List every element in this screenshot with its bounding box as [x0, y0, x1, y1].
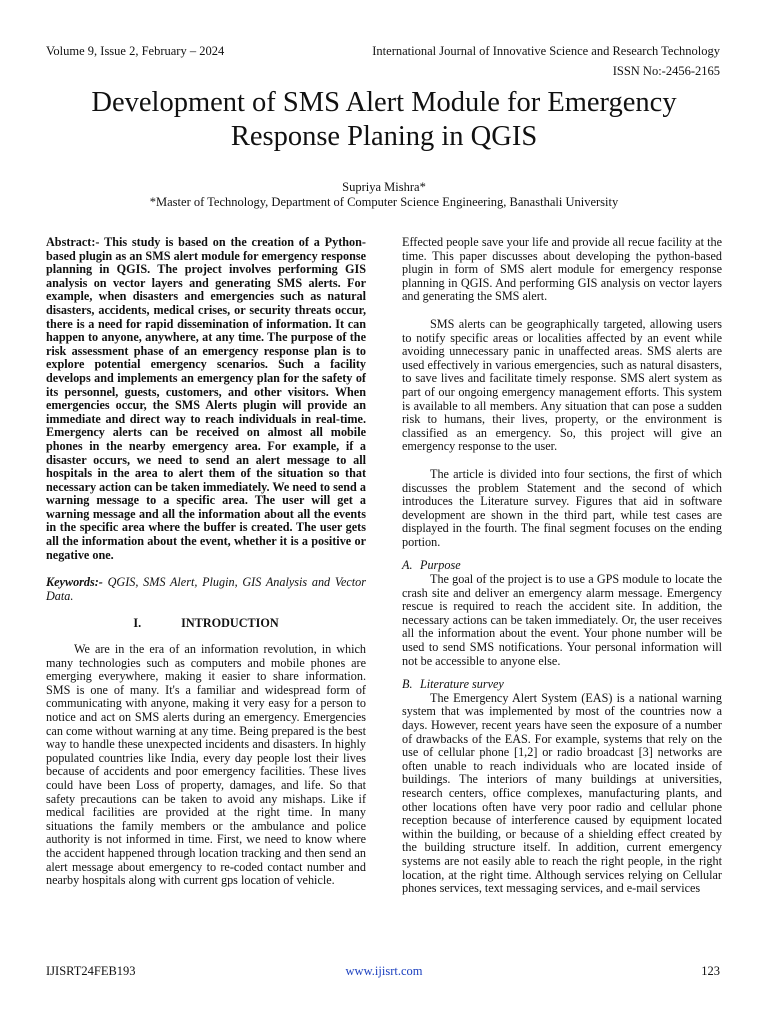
author-affiliation: *Master of Technology, Department of Computer Science Engineering, Banasthali University: [149, 195, 619, 209]
section-number: I.: [133, 616, 142, 631]
purpose-paragraph: The goal of the project is to use a GPS module to locate the crash site and deliver an emergency alarm message. Emergency rescue is required to reach the accident site. In addition, the necessary actions can be taken immediately. Or, the user receives all the information about the event. Your phone number will be used to send SMS notifications. Your personal information will not be accessible to anyone else.: [402, 572, 722, 668]
paper-title: Development of SMS Alert Module for Emergency Response Planing in QGIS: [91, 87, 677, 152]
keywords-label: Keywords:-: [46, 575, 103, 590]
paper-code: IJISRT24FEB193: [46, 964, 136, 978]
right-column: [402, 236, 722, 896]
paragraph: SMS alerts can be geographically targeted, allowing users to notify specific areas or localities affected by an event while avoiding unnecessary panic in unaffected areas. SMS alerts are used effectively in various emergencies, such as natural disasters, to save lives and facilitate timely response. SMS alert system as part of our ongoing emergency management efforts. This system is available to all members. Any situation that can pose a sudden risk to humans, their lives, property, or the environment is classified as an emergency. So, this project will give an emergency response to the user.: [402, 316, 722, 454]
footer-website: [0, 964, 768, 979]
literature-paragraph: The Emergency Alert System (EAS) is a national warning system that was implemented by most of the countries now a days. However, recent years have seen the exposure of a number of drawbacks of the EAS. For example, systems that rely on the use of cellular phone [1,2] or radio broadcast [3] networks are often unable to reach individuals who are located inside of buildings. The interiors of many buildings at universities, research centers, office complexes, manufacturing plants, and other locations often have very poor radio and cellular phone reception because of interference caused by equipment located within the building, or because of a shielding effect created by the building structure itself. In addition, current emergency systems are not easily able to reach the right people, in the right location, at the right time. Although services relying on Cellular phones services, text messaging services, and e-mail services: [402, 690, 722, 896]
author-name: Supriya Mishra*: [342, 180, 426, 194]
paragraph: Effected people save your life and provide all recue facility at the time. This paper discusses about developing the python-based plugin in form of SMS alert module for emergency response planning in QGIS. And performing GIS analysis on vector layers and generating the SMS alert.: [402, 235, 722, 304]
subsection-heading-purpose: [402, 559, 722, 573]
section-heading-introduction: [46, 617, 366, 631]
keywords: [46, 576, 366, 603]
subsection-title: Purpose: [420, 558, 461, 573]
subsection-label: A.: [402, 558, 413, 573]
abstract: Abstract:- This study is based on the creation of a Python-based plugin as an SMS alert module for emergency response planning in QGIS. The project involves performing GIS analysis on vector layers and generating SMS alerts. For example, when disasters and emergencies such as natural disasters, accidents, medical crises, or security threats occur, there is a need for rapid dissemination of information. It can happen to anyone, anywhere, at any time. The purpose of the risk assessment phase of an emergency response plan is to explore potential emergency scenarios. Such a facility develops and implements an emergency plan for the safety of its personnel, guests, customers, and other visitors. When emergencies occur, the SMS Alerts plugin will provide an immediate and direct way to reach individuals in real-time. Emergency alerts can be received on almost all mobile phones in the nearby emergency area. For example, if a disaster occurs, we need to send an alert message to all hospitals in the area to alert them of the situation so that necessary action can be taken immediately. We need to send a warning message to a specific area. The user will get a warning message and all the information about all the events in the specific area where the buffer is created. The user gets all the information about the event, whether it is a positive or negative one.: [46, 235, 366, 562]
volume-issue: Volume 9, Issue 2, February – 2024: [46, 44, 225, 58]
subsection-title: Literature survey: [420, 677, 504, 692]
subsection-label: B.: [402, 677, 413, 692]
left-column: [46, 236, 366, 888]
issn: ISSN No:-2456-2165: [612, 64, 720, 78]
website-link[interactable]: www.ijisrt.com: [345, 964, 423, 978]
subsection-heading-literature: [402, 678, 722, 692]
page-number: 123: [701, 964, 720, 978]
introduction-paragraph: We are in the era of an information revolution, in which many technologies such as computers and mobile phones are emerging everywhere, making it easier to share information. SMS is one of many. It's a familiar and widespread form of communicating with anyone, making it very easy for a person to notice and act on SMS alerts during an emergency. Emergencies can come without warning at any time. Being prepared is the best way to handle these unexpected incidents and disasters. In highly populated countries like India, every day people lost their lives because of accidents and poor emergency facilities. These lives could have been Loss of property, damages, and life. So that safety precautions can be taken to avoid any mishaps. Like if medical facilities are provided at the right time. In many situations the family members or the ambulance and police authority is not informed in time. First, we need to know where the accident happened through location tracking and then send an alert message about emergency to re-coded contact number and nearby hospitals along with current gps location of vehicle.: [46, 642, 366, 888]
paragraph: The article is divided into four sections, the first of which discusses the problem Statement and the second of which introduces the Literature survey. Figures that aid in software development are shown in the third part, while test cases are displayed in the fourth. The final segment focuses on the ending portion.: [402, 466, 722, 549]
journal-name: International Journal of Innovative Science and Research Technology: [372, 44, 720, 58]
section-title: INTRODUCTION: [181, 616, 279, 631]
keywords-text: QGIS, SMS Alert, Plugin, GIS Analysis and Vector Data.: [46, 575, 366, 603]
